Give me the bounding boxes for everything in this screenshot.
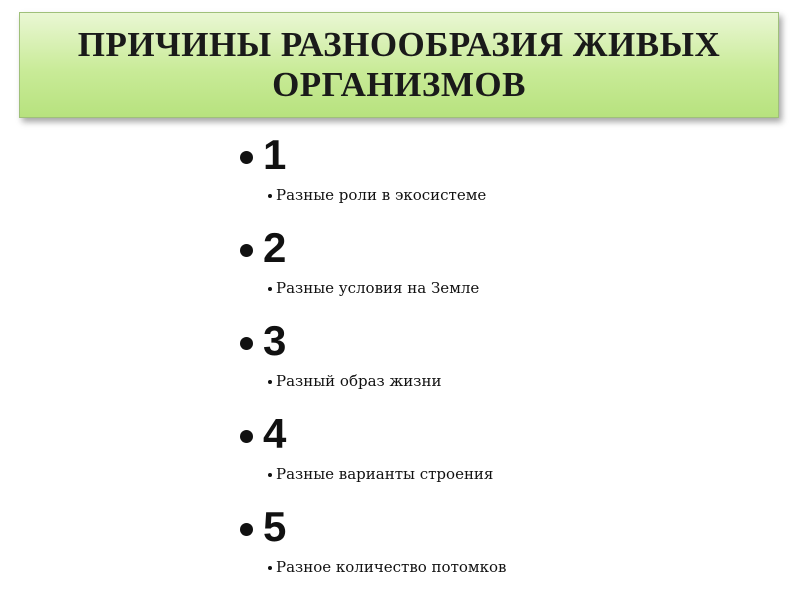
list-item-subpoint [268, 277, 479, 299]
list-item-number: 4 [263, 410, 287, 457]
sub-bullet-icon [268, 287, 272, 291]
list-item-text: Разные роли в экосистеме [276, 186, 487, 204]
list-item-subpoint [268, 184, 486, 206]
list-item-subpoint [268, 370, 441, 392]
list-item [240, 316, 780, 409]
bullet-icon [240, 151, 253, 164]
slide-title-banner [19, 12, 779, 118]
list-item [240, 502, 780, 595]
bullet-icon [240, 244, 253, 257]
sub-bullet-icon [268, 194, 272, 198]
list-item-number: 3 [263, 317, 287, 364]
sub-bullet-icon [268, 380, 272, 384]
list-item-heading [240, 502, 286, 552]
bullet-icon [240, 337, 253, 350]
bullet-list [240, 130, 780, 595]
list-item [240, 409, 780, 502]
list-item-subpoint [268, 556, 506, 578]
list-item-number: 1 [263, 131, 287, 178]
list-item-text: Разный образ жизни [276, 372, 442, 390]
bullet-icon [240, 523, 253, 536]
list-item-text: Разные варианты строения [276, 465, 494, 483]
list-item-number: 2 [263, 224, 287, 271]
list-item-heading [240, 409, 286, 459]
bullet-icon [240, 430, 253, 443]
list-item-number: 5 [263, 503, 287, 550]
list-item-subpoint [268, 463, 493, 485]
list-item-text: Разные условия на Земле [276, 279, 480, 297]
list-item [240, 223, 780, 316]
list-item-heading [240, 223, 286, 273]
sub-bullet-icon [268, 566, 272, 570]
list-item-heading [240, 130, 286, 180]
list-item [240, 130, 780, 223]
slide-title: ПРИЧИНЫ РАЗНООБРАЗИЯ ЖИВЫХ ОРГАНИЗМОВ [77, 25, 721, 104]
list-item-heading [240, 316, 286, 366]
sub-bullet-icon [268, 473, 272, 477]
list-item-text: Разное количество потомков [276, 558, 507, 576]
